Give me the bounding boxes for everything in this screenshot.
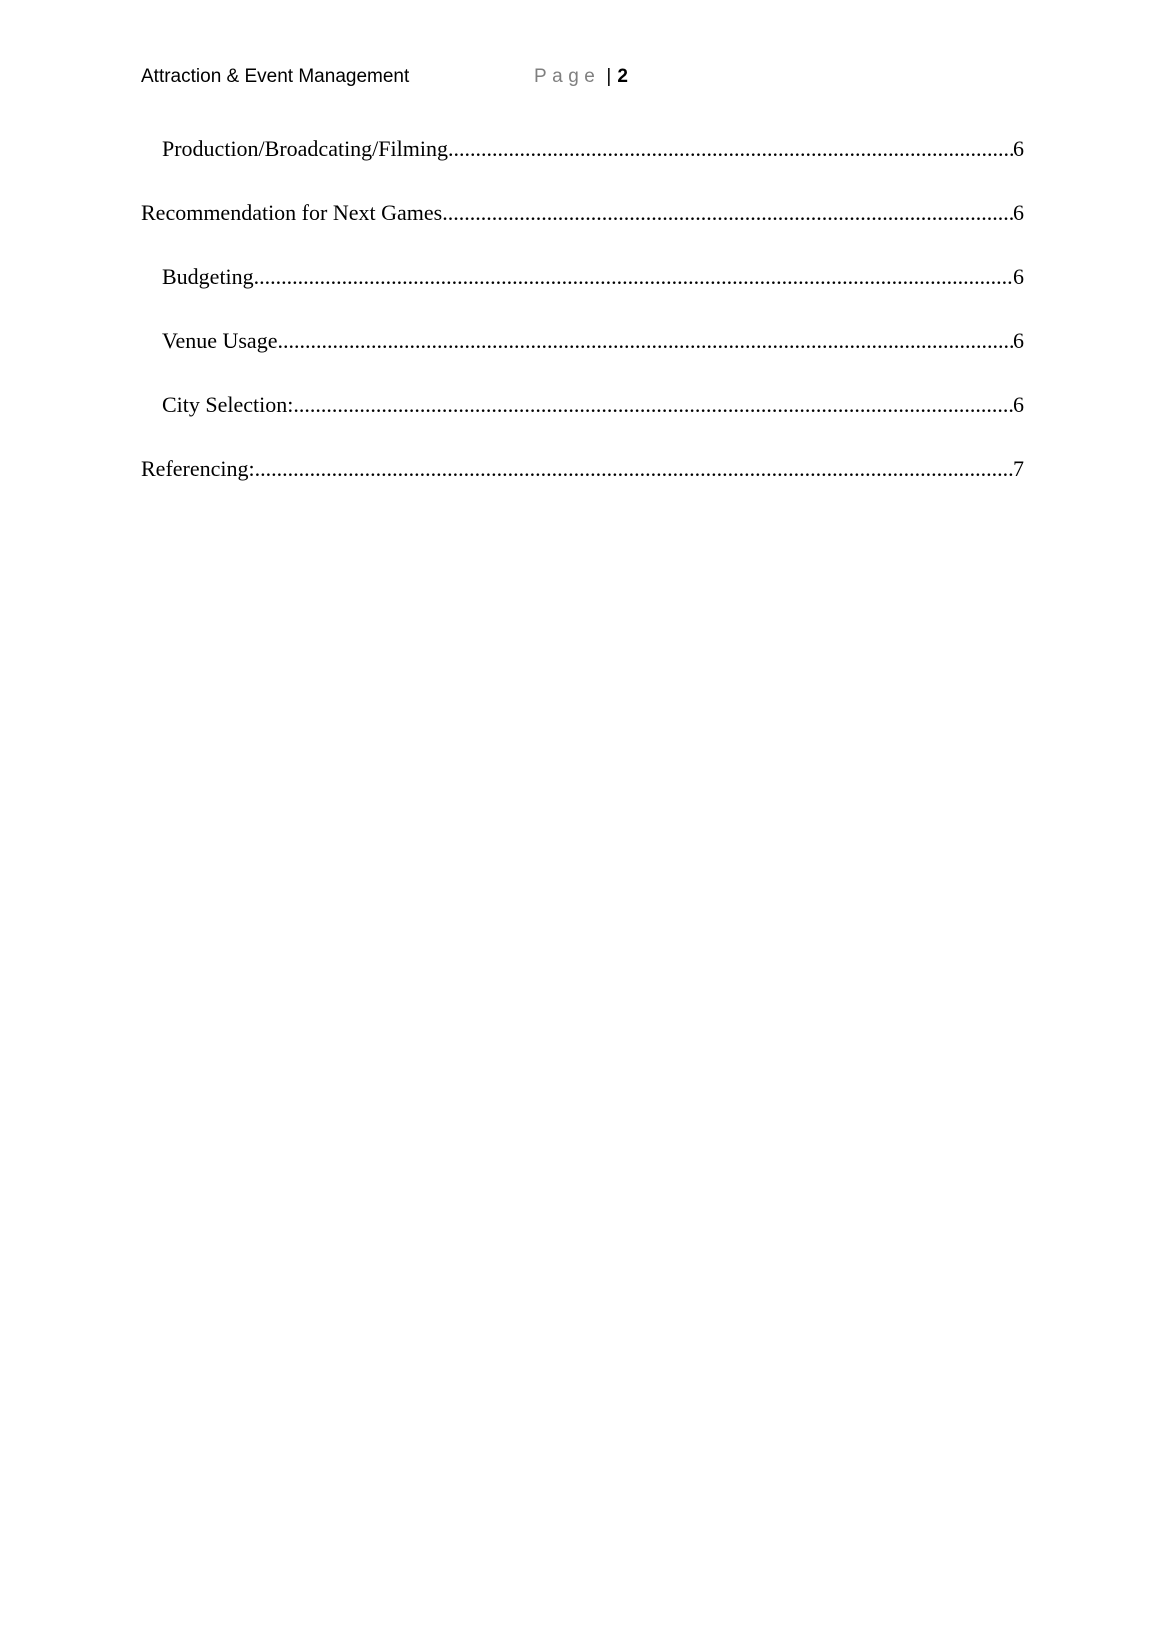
page-header — [141, 66, 628, 92]
dot-leader — [254, 264, 1013, 290]
page-label: Page — [534, 66, 601, 87]
document-title: Attraction & Event Management — [141, 66, 410, 87]
toc-entry-page: 6 — [1013, 264, 1024, 289]
dot-leader — [293, 392, 1013, 418]
toc-entry-label: Venue Usage — [162, 328, 278, 353]
toc-entry-venue-usage[interactable] — [141, 328, 1024, 392]
toc-entry-label: Budgeting — [162, 264, 254, 289]
page-number: 2 — [617, 66, 628, 87]
toc-entry-page: 6 — [1013, 136, 1024, 161]
toc-entry-budgeting[interactable] — [141, 264, 1024, 328]
toc-entry-page: 6 — [1013, 328, 1024, 353]
table-of-contents — [141, 136, 1024, 520]
toc-entry-label: City Selection: — [162, 392, 294, 417]
toc-entry-city-selection[interactable] — [141, 392, 1024, 456]
toc-entry-page: 7 — [1013, 456, 1024, 481]
dot-leader — [448, 136, 1013, 162]
toc-entry-referencing[interactable] — [141, 456, 1024, 520]
dot-leader — [255, 456, 1013, 482]
toc-entry-label: Production/Broadcating/Filming — [162, 136, 448, 161]
toc-entry-page: 6 — [1013, 392, 1024, 417]
dot-leader — [277, 328, 1013, 354]
dot-leader — [442, 200, 1013, 226]
toc-entry-production-broadcasting-filming[interactable] — [141, 136, 1024, 200]
toc-entry-label: Recommendation for Next Games — [141, 200, 443, 225]
toc-entry-label: Referencing: — [141, 456, 255, 481]
page-separator: | — [606, 66, 612, 87]
toc-entry-recommendation-for-next-games[interactable] — [141, 200, 1024, 264]
toc-entry-page: 6 — [1013, 200, 1024, 225]
